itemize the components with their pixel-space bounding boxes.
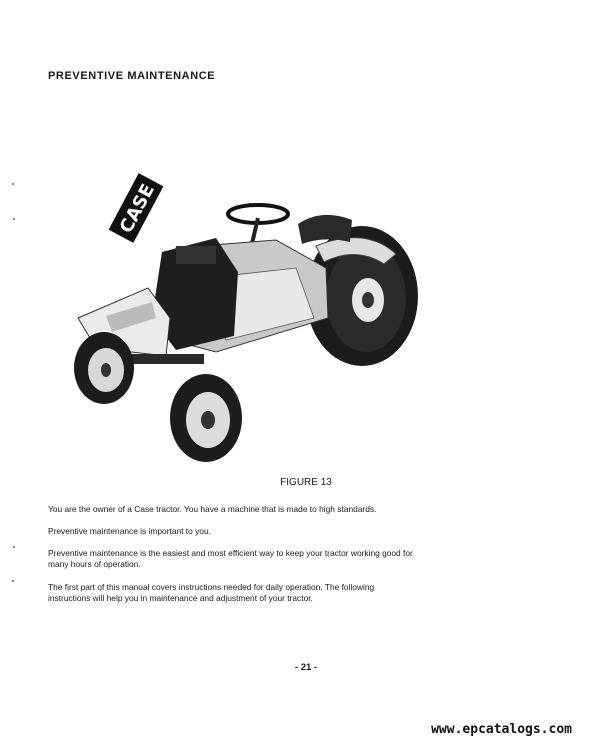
watermark: www.epcatalogs.com: [431, 722, 572, 737]
section-title: PREVENTIVE MAINTENANCE: [48, 70, 216, 82]
front-right-wheel: [170, 374, 242, 462]
svg-text:CASE: CASE: [115, 180, 159, 237]
figure-caption: FIGURE 13: [280, 477, 332, 488]
paragraph-importance: Preventive maintenance is important to you.: [48, 526, 211, 536]
scan-speck: [13, 546, 15, 548]
scan-speck: [12, 580, 14, 582]
scan-speck: [13, 218, 15, 220]
paragraph-manual-overview: The first part of this manual covers instructions needed for daily operation. The following instructions will help you in maintenance and adjustment of your tractor.: [48, 582, 375, 603]
tractor-figure: [66, 168, 422, 468]
paragraph-owner: You are the owner of a Case tractor. You have a machine that is made to high standards.: [48, 504, 377, 514]
page-number: - 21 -: [294, 662, 318, 673]
scan-speck: [12, 183, 14, 185]
paragraph-efficiency: Preventive maintenance is the easiest and most efficient way to keep your tractor working good for many hours of operation.: [48, 548, 413, 569]
case-logo: [109, 173, 164, 243]
front-left-wheel: [74, 332, 134, 404]
